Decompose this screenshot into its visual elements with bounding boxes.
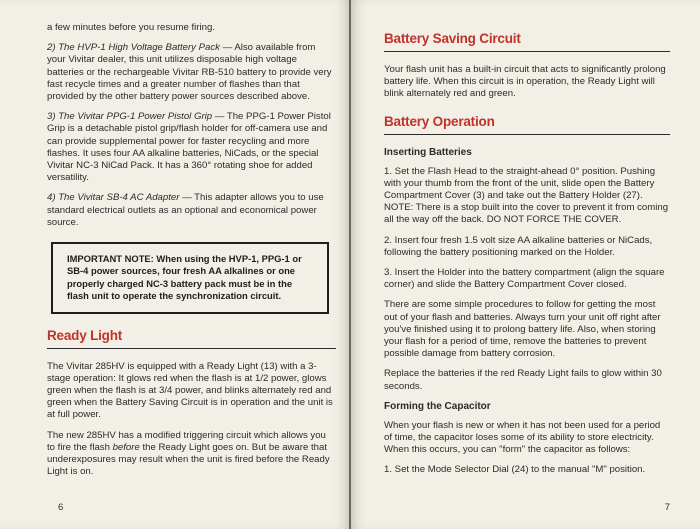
page-number: 6 [58, 502, 64, 513]
inserting-batteries-heading: Inserting Batteries [384, 146, 472, 158]
paragraph-text: the Ready Light goes on. But be aware that underexposures may result when the unit is fired before the Ready Light is on. [47, 441, 330, 478]
item-sb4 [47, 192, 336, 229]
item-text: — Also available from your Vivitar dealer, this unit utilizes disposable high voltage batteries or the rechargeable Vivitar RB-510 battery to provide very fast recycle times and a greater number of flashes than that provided by the other battery power sources described above. [47, 42, 332, 103]
battery-saving-heading [384, 30, 670, 52]
item-title: 2) The HVP-1 High Voltage Battery Pack [47, 42, 220, 54]
intro-line: a few minutes before you resume firing. [47, 22, 215, 33]
important-note-box: IMPORTANT NOTE: When using the HVP-1, PPG-1 or SB-4 power sources, four fresh AA alkalines or one properly charged NC-3 battery pack must be in the flash unit to operate the synchronization circuit. [51, 242, 329, 314]
battery-saving-text: Your flash unit has a built-in circuit that acts to significantly prolong battery life. When this circuit is in operation, the Ready Light will blink alternately red and green. [384, 64, 666, 100]
item-title: 3) The Vivitar PPG-1 Power Pistol Grip [47, 111, 213, 123]
item-ppg1 [47, 111, 336, 184]
step-3: 3. Insert the Holder into the battery compartment (align the square corner) and slide the Battery Compartment Cover closed. [384, 267, 665, 291]
step-1: 1. Set the Flash Head to the straight-ahead 0° position. Pushing with your thumb from the front of the unit, slide open the Battery Compartment Cover (3) and take out the Battery Holder (27). NOTE: There is a stop built into the cover to prevent it from coming all the way off the back. DO NOT FORCE THE COVER. [384, 165, 669, 226]
procedures-text: There are some simple procedures to follow for getting the most out of your flash and batteries. Always turn your unit off right after you've finished using it to prolong battery life. Also, when storing your flash for a period of time, remove the batteries to prevent possible damage from battery corrosion. [384, 299, 661, 360]
forming-text: When your flash is new or when it has not been used for a period of time, the capacitor loses some of its ability to store electricity. When this occurs, you can "form" the capacitor as follows: [384, 419, 661, 456]
page-number: 7 [664, 502, 670, 513]
step-2: 2. Insert four fresh 1.5 volt size AA alkaline batteries or NiCads, following the battery positioning marked on the Holder. [384, 234, 653, 258]
forming-step-1: 1. Set the Mode Selector Dial (24) to the manual "M" position. [384, 464, 646, 476]
ready-light-paragraph-2 [47, 430, 336, 479]
forming-capacitor-heading: Forming the Capacitor [384, 400, 491, 412]
item-title: 4) The Vivitar SB-4 AC Adapter [47, 192, 180, 204]
replace-text: Replace the batteries if the red Ready Light fails to glow within 30 seconds. [384, 368, 662, 392]
battery-operation-heading [384, 113, 670, 135]
item-text: — The PPG-1 Power Pistol Grip is a detachable pistol grip/flash holder for off-camera use and can provide supplemental power for faster recycling and more flashes. It uses four AA alkaline batteries, NiCads, or the special Vivitar NC-3 NiCad Pack. It has a 360° rotating shoe for added versatility. [47, 111, 331, 184]
ready-light-paragraph-1: The Vivitar 285HV is equipped with a Ready Light (13) with a 3-stage operation: It glows red when the flash is at 1/2 power, glows green when the flash is at 3/4 power, and blinks alternately red and green when the Battery Saving Circuit is in operation and the unit is at full power. [47, 360, 333, 421]
paragraph-text: The new 285HV has a modified triggering circuit which allows you to fire the flash [47, 429, 326, 453]
book-gutter [349, 0, 351, 529]
heading-text: Battery Operation [384, 113, 495, 129]
heading-text: Ready Light [47, 327, 123, 343]
right-page [350, 0, 700, 529]
item-hvp1 [47, 42, 336, 103]
emphasis-text: before [112, 441, 140, 453]
ready-light-heading [47, 327, 336, 349]
item-text: — This adapter allows you to use standard electrical outlets as an optional and economical power source. [47, 192, 324, 228]
heading-text: Battery Saving Circuit [384, 31, 521, 46]
